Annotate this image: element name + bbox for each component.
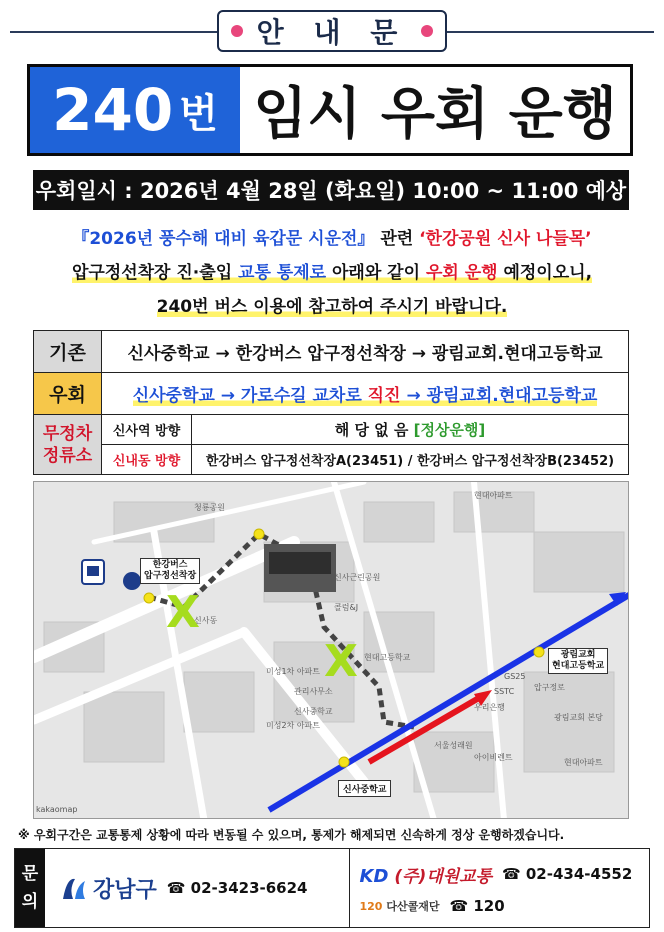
kd-mark: KD	[359, 865, 389, 887]
route-table	[33, 330, 629, 415]
detour-straight: 직진	[367, 386, 401, 406]
footnote: ※ 우회구간은 교통통제 상황에 따라 변동될 수 있으며, 통제가 해제되면 신속하게 정상 운행하겠습니다.	[18, 828, 565, 842]
detour-route-part: 신사중학교 → 가로수길 교차로	[132, 386, 368, 406]
map-place-label: SSTC	[494, 687, 515, 696]
notice-paragraph	[10, 222, 654, 324]
map-place-label: 신사동	[194, 616, 218, 625]
map-place-label: GS25	[504, 672, 526, 681]
date-bar: 우회일시 : 2026년 4월 28일 (화요일) 10:00 ~ 11:00 예상	[33, 170, 629, 210]
label-line: 한강버스	[152, 560, 188, 570]
map-place-label: 청룡공원	[194, 503, 225, 512]
event-name: 『2026년 풍수해 대비 육갑문 시운전』	[72, 229, 375, 249]
dasan-phone: ☎ 120	[449, 896, 505, 915]
label-line: 광림교회	[560, 650, 596, 660]
detour-route	[102, 373, 629, 415]
gangnam-symbol-icon	[59, 873, 89, 903]
map-graphic	[34, 482, 629, 819]
paragraph-text: 관련	[374, 229, 420, 249]
table-row	[34, 415, 629, 445]
direction-sinnae-value: 한강버스 압구정선착장A(23451) / 한강버스 압구정선착장B(23452)	[192, 445, 629, 475]
gangnam-name: 강남구	[93, 877, 157, 903]
operator-contacts	[350, 849, 650, 927]
dasan-number: 120	[359, 899, 383, 913]
table-row	[34, 331, 629, 373]
direction-sinnae: 신내동 방향	[102, 445, 192, 475]
daewon-logo	[360, 862, 492, 887]
route-suffix: 번	[179, 90, 218, 137]
label-line: 정류소	[42, 445, 93, 466]
detour-text: 우회 운행	[425, 263, 498, 283]
svg-text:X: X	[166, 587, 200, 638]
dasan-logo	[360, 898, 440, 914]
label-line: 압구정선착장	[144, 571, 197, 581]
paragraph-text: 240번 버스 이용에 참고하여 주시기 바랍니다.	[156, 297, 508, 317]
map-place-label: 현대아파트	[564, 758, 603, 767]
pink-dot-icon	[231, 25, 243, 37]
skipped-stops-table	[33, 414, 629, 475]
traffic-control-text: 교통 통제로	[238, 263, 327, 283]
label-line: 현대고등학교	[552, 661, 605, 671]
map-stop-label-apgujeong	[140, 558, 200, 584]
map-place-label: 압구정로	[534, 683, 565, 692]
dasan-name: 다산콜재단	[386, 899, 440, 913]
normal-operation-text: [정상운행]	[413, 421, 486, 439]
map-place-label: 신사중학교	[294, 707, 333, 716]
table-row	[34, 445, 629, 475]
table-row	[34, 373, 629, 415]
daewon-contact	[360, 862, 650, 887]
paragraph-line-1	[10, 222, 654, 256]
closure-location: ‘한강공원 신사 나들목’	[419, 229, 592, 249]
paragraph-text: 압구정선착장 진·출입	[71, 263, 239, 283]
map-stop-label-gwanglim	[548, 648, 608, 674]
gangnam-logo	[59, 873, 157, 904]
direction-sinsa: 신사역 방향	[102, 415, 192, 445]
daewon-name: (주)대원교통	[394, 866, 492, 887]
route-map	[33, 481, 629, 819]
none-text: 해 당 없 음	[334, 421, 414, 439]
detour-route-part: → 광림교회.현대고등학교	[400, 386, 598, 406]
skipped-stops-label	[34, 415, 102, 475]
gangnam-contact	[45, 849, 350, 927]
route-number: 240	[52, 76, 174, 144]
title-block	[27, 64, 633, 156]
map-stop-label-sinsa: 신사중학교	[338, 780, 391, 797]
map-place-label: 현대아파트	[474, 491, 513, 500]
gangnam-phone: ☎ 02-3423-6624	[166, 879, 308, 897]
route-number-box	[30, 67, 240, 153]
map-place-label: 관리사무소	[294, 687, 333, 696]
detour-label: 우회	[34, 373, 102, 415]
paragraph-text: 아래와 같이	[326, 263, 426, 283]
dasan-contact	[360, 897, 650, 915]
map-place-label: 콜럼&J	[334, 603, 359, 612]
inquiry-label	[15, 849, 45, 927]
label-line: 무정차	[42, 423, 93, 444]
map-place-label: 미성1차 아파트	[266, 667, 321, 676]
title-text: 임시 우회 운행	[253, 82, 617, 147]
map-place-label: 미성2차 아파트	[266, 721, 321, 730]
direction-sinsa-value	[192, 415, 629, 445]
inquiry-char: 문	[21, 864, 39, 884]
map-place-label: 아이비렌트	[474, 753, 513, 762]
daewon-phone: ☎ 02-434-4552	[501, 865, 633, 883]
inquiry-char: 의	[21, 892, 39, 912]
header-title: 안 내 문	[256, 16, 408, 49]
existing-label: 기존	[34, 331, 102, 373]
map-place-label: 현대고등학교	[364, 653, 411, 662]
map-place-label: 우리은행	[474, 703, 505, 712]
paragraph-text: 예정이오니,	[497, 263, 593, 283]
existing-route: 신사중학교 → 한강버스 압구정선착장 → 광림교회.현대고등학교	[102, 331, 629, 373]
paragraph-line-3	[10, 290, 654, 324]
paragraph-line-2	[10, 256, 654, 290]
header-badge	[217, 10, 447, 52]
map-place-label: 광림교회 본당	[554, 713, 603, 722]
map-watermark: kakaomap	[36, 805, 78, 814]
pink-dot-icon	[421, 25, 433, 37]
map-place-label: 서울성래원	[434, 741, 473, 750]
contact-footer	[14, 848, 650, 928]
svg-text:X: X	[324, 636, 358, 687]
map-place-label: 신사근린공원	[334, 573, 381, 582]
